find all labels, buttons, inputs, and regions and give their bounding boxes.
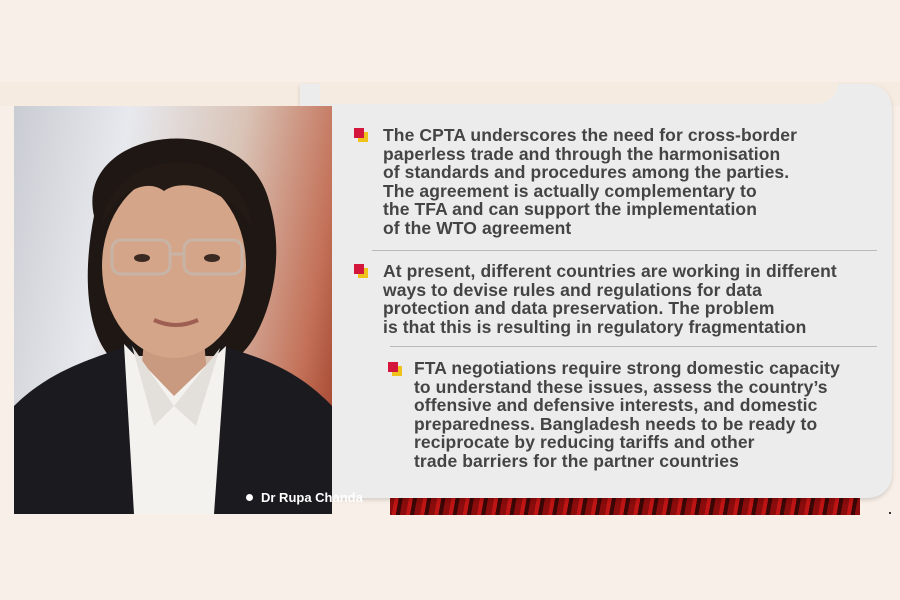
caption-bullet-icon <box>246 494 253 501</box>
bullet-square-icon <box>388 362 402 376</box>
divider-1 <box>372 250 877 251</box>
caption-text: Dr Rupa Chanda <box>261 490 363 505</box>
tiny-mark <box>889 512 891 514</box>
quote-1: The CPTA underscores the need for cross-border paperless trade and through the harmonisation of standards and procedures among the parties. The agreement is actually complementary to the TFA and can support the implementation of the WTO agreement <box>383 125 797 238</box>
portrait-illustration <box>14 106 332 514</box>
portrait-photo <box>14 106 332 514</box>
quote-2: At present, different countries are working in different ways to devise rules and regulations for data protection and data preservation. The problem is that this is resulting in regulatory fragmentation <box>383 261 837 337</box>
photo-caption <box>246 490 363 505</box>
panel-top-curve <box>320 82 838 104</box>
quote-3: FTA negotiations require strong domestic capacity to understand these issues, assess the country’s offensive and defensive interests, and domestic preparedness. Bangladesh needs to be ready to reciprocate by reducing tariffs and other trade barriers for the partner countries <box>414 358 840 471</box>
bullet-square-icon <box>354 264 368 278</box>
bullet-square-icon <box>354 128 368 142</box>
divider-2 <box>390 346 877 347</box>
